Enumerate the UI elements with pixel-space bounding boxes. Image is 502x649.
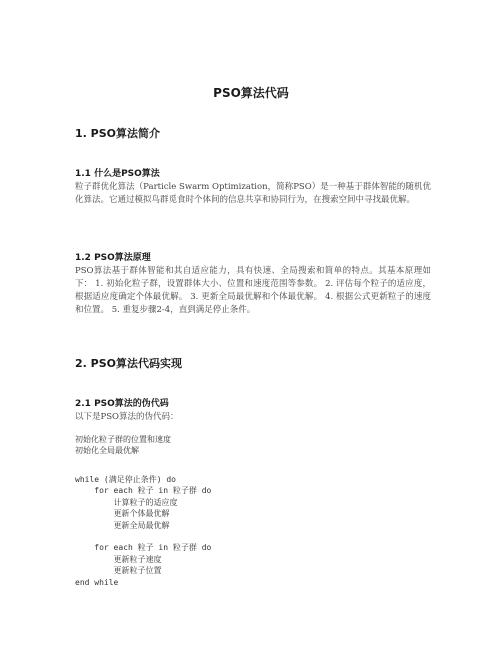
- subsection-heading-principle: 1.2 PSO算法原理: [75, 253, 151, 263]
- code-block-main-loop: while (满足停止条件) do for each 粒子 in 粒子群 do 计算粒子的适应度 更新个体最优解 更新全局最优解 for each 粒子 in 粒子群 do 更新粒子速度 更新粒子位置 end while: [75, 475, 212, 587]
- paragraph-principle: PSO算法基于群体智能和其自适应能力，具有快速、全局搜索和简单的特点。其基本原理如下： 1. 初始化粒子群，设置群体大小、位置和速度范围等参数。 2. 评估每个粒子的适应度，根据适应度确定个体最优解。 3. 更新全局最优解和个体最优解。 4. 根据公式更新粒子的速度和位置。 5. 重复步骤2-4，直到满足停止条件。: [75, 266, 431, 315]
- paragraph-pseudocode-intro: 以下是PSO算法的伪代码：: [75, 412, 179, 422]
- paragraph-what-is-pso: 粒子群优化算法（Particle Swarm Optimization，简称PSO）是一种基于群体智能的随机优化算法。它通过模拟鸟群觅食时个体间的信息共享和协同行为，在搜索空间中寻找最优解。: [75, 182, 431, 205]
- subsection-heading-pseudocode: 2.1 PSO算法的伪代码: [75, 399, 169, 409]
- section-heading-implementation: 2. PSO算法代码实现: [75, 357, 182, 370]
- section-heading-intro: 1. PSO算法简介: [75, 127, 160, 140]
- document-title: PSO算法代码: [213, 86, 289, 100]
- subsection-heading-what-is-pso: 1.1 什么是PSO算法: [75, 169, 160, 179]
- code-block-init: 初始化粒子群的位置和速度 初始化全局最优解: [75, 435, 171, 456]
